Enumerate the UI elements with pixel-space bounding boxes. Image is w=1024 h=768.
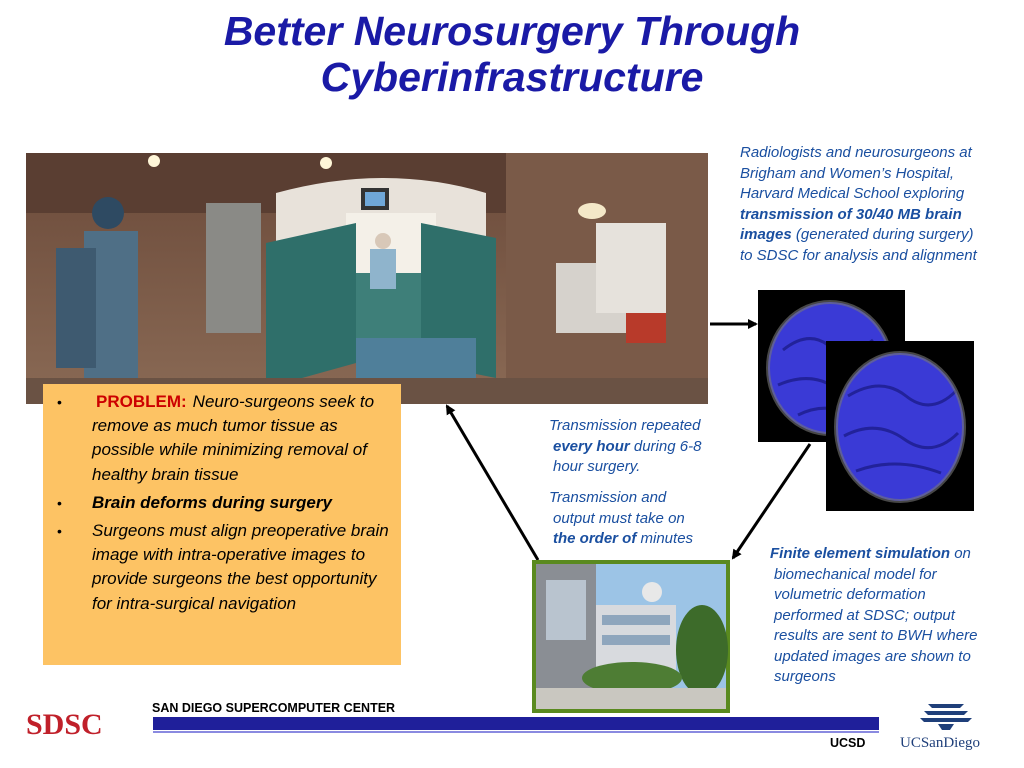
problem-text: Surgeons must align preoperative brain image with intra-operative images to provide surgeons the best opportunity for intra-surgical navigation <box>92 521 389 613</box>
radiologists-bold: images <box>740 226 792 243</box>
transmission-repeated-note <box>549 416 739 478</box>
radiologists-text: (generated during surgery) <box>791 226 974 243</box>
note-line <box>549 437 739 458</box>
arrow-to-operating-room <box>447 406 538 560</box>
note-bold: the order of <box>553 530 637 547</box>
radiologists-line: Harvard Medical School exploring <box>740 185 965 202</box>
bullet-glyph: • <box>57 394 62 410</box>
finite-text: on <box>950 545 971 562</box>
note-line: Transmission repeated <box>549 417 701 434</box>
radiologists-line: Brigham and Women’s Hospital, <box>740 164 954 182</box>
sdsc-logo-text: SDSC <box>26 708 103 738</box>
bullet-glyph: • <box>57 494 62 511</box>
finite-line: volumetric deformation <box>774 586 926 603</box>
finite-line: results are sent to BWH where <box>774 627 978 644</box>
note-line <box>549 529 739 550</box>
transmission-output-note <box>549 488 739 550</box>
arrow-to-sdsc <box>733 444 810 558</box>
radiologists-line: Radiologists and neurosurgeons at <box>740 144 972 161</box>
finite-bold: Finite element simulation <box>770 545 951 562</box>
finite-element-description <box>770 544 1015 688</box>
problem-text: Brain deforms during surgery <box>92 492 332 512</box>
problem-item <box>53 519 393 616</box>
problem-item <box>53 491 393 515</box>
problem-label: PROBLEM: <box>96 392 187 411</box>
note-text: during 6-8 <box>629 437 702 455</box>
finite-line: updated images are shown to <box>774 647 971 665</box>
center-name: SAN DIEGO SUPERCOMPUTER CENTER <box>152 701 396 715</box>
title-line-1: Better Neurosurgery Through <box>223 8 801 54</box>
trident-icon <box>920 704 972 730</box>
finite-line: performed at SDSC; output <box>774 606 955 624</box>
ucsd-logo <box>898 700 994 752</box>
footer-divider <box>153 731 879 733</box>
ucsd-logo-text: UCSanDiego <box>900 735 980 751</box>
problem-text: Neuro-surgeons seek to remove as much tumor tissue as possible while minimizing removal of healthy brain tissue <box>92 392 375 484</box>
radiologists-bold: transmission of 30/40 MB brain <box>740 205 962 223</box>
finite-line <box>770 544 1015 565</box>
note-line: output must take on <box>553 509 685 527</box>
problem-box <box>43 384 401 665</box>
problem-list <box>53 390 393 616</box>
sdsc-building-photo <box>532 560 730 713</box>
sdsc-logo <box>26 708 134 738</box>
bullet-glyph: • <box>57 523 62 540</box>
title-line-2: Cyberinfrastructure <box>320 54 704 100</box>
problem-item <box>53 390 393 487</box>
footer-bar <box>153 717 879 730</box>
finite-line: surgeons <box>774 668 836 685</box>
note-bold: every hour <box>553 437 630 455</box>
radiologists-line: to SDSC for analysis and alignment <box>740 246 977 264</box>
note-line: Transmission and <box>549 489 667 506</box>
ucsd-label: UCSD <box>830 736 866 750</box>
finite-line: biomechanical model for <box>774 565 937 583</box>
note-text: minutes <box>636 530 694 547</box>
note-line: hour surgery. <box>553 458 641 475</box>
